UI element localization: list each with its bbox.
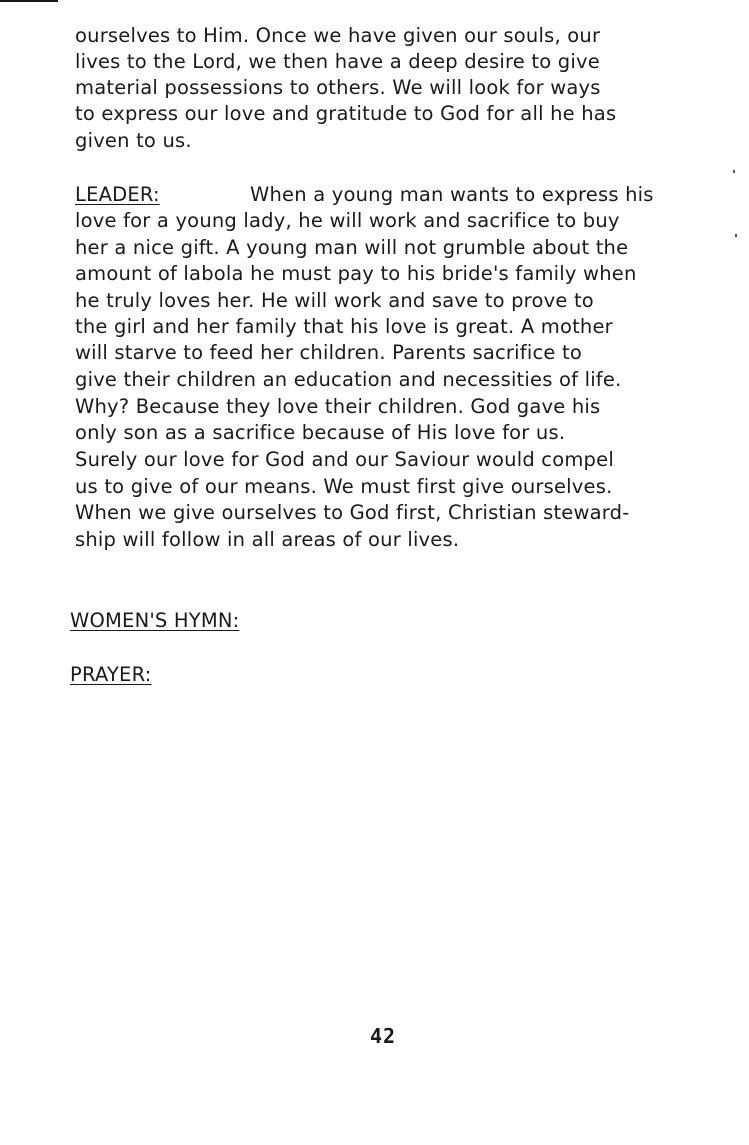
top-left-rule	[0, 0, 58, 2]
leader-line: When we give ourselves to God first, Christian steward-	[75, 501, 630, 524]
leader-line: he truly loves her. He will work and save to prove to	[75, 289, 594, 312]
page-number: 42	[370, 1024, 397, 1048]
paragraph-1-line: material possessions to others. We will look for ways	[75, 76, 601, 99]
paragraph-1-line: to express our love and gratitude to God for all he has	[75, 102, 617, 125]
leader-line: amount of labola he must pay to his bride's family when	[75, 262, 637, 285]
leader-line: us to give of our means. We must first give ourselves.	[75, 475, 613, 498]
leader-line: her a nice gift. A young man will not grumble about the	[75, 236, 629, 259]
leader-line: love for a young lady, he will work and sacrifice to buy	[75, 209, 620, 232]
paragraph-1-line: lives to the Lord, we then have a deep desire to give	[75, 50, 600, 73]
scan-speck	[735, 234, 737, 237]
leader-line: will starve to feed her children. Parents sacrifice to	[75, 341, 582, 364]
leader-label: LEADER:	[75, 183, 160, 206]
leader-line: give their children an education and necessities of life.	[75, 368, 622, 391]
leader-line: ship will follow in all areas of our lives.	[75, 528, 460, 551]
prayer-heading: PRAYER:	[70, 663, 152, 686]
womens-hymn-heading: WOMEN'S HYMN:	[70, 609, 240, 632]
leader-line: only son as a sacrifice because of His love for us.	[75, 421, 566, 444]
leader-line: Surely our love for God and our Saviour would compel	[75, 448, 614, 471]
paragraph-1-line: ourselves to Him. Once we have given our souls, our	[75, 24, 601, 47]
leader-line: the girl and her family that his love is great. A mother	[75, 315, 613, 338]
leader-first-line: When a young man wants to express his	[250, 183, 654, 206]
paragraph-1-line: given to us.	[75, 129, 192, 152]
leader-line: Why? Because they love their children. God gave his	[75, 395, 601, 418]
scan-speck	[733, 170, 735, 173]
